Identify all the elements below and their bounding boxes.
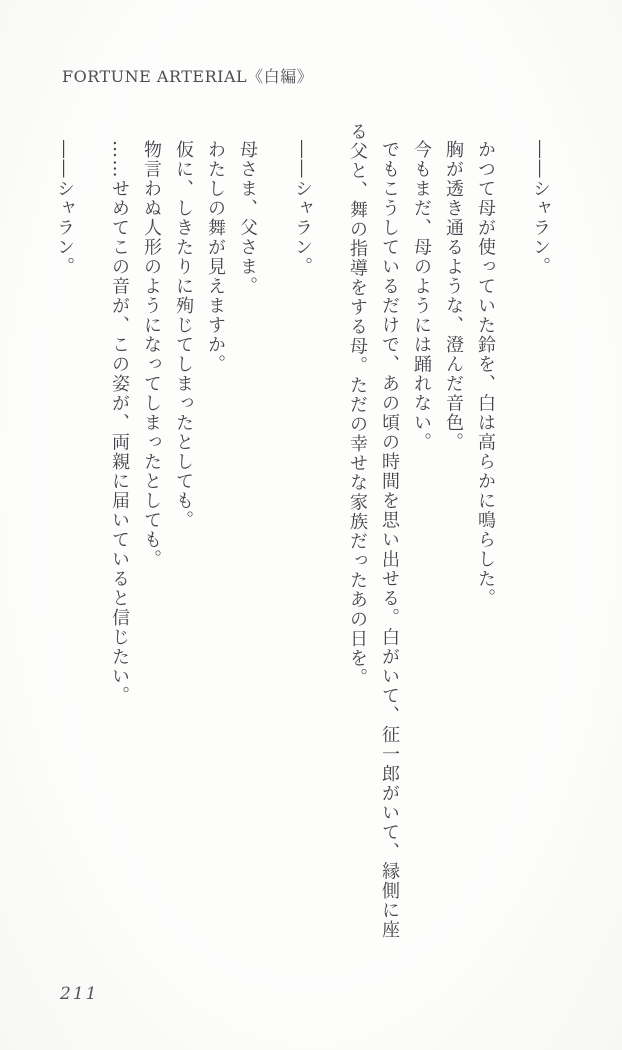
sound-effect-line: ――シャラン。 <box>54 140 75 277</box>
paragraph: 胸が透き通るような、澄んだ音色。 <box>443 140 464 452</box>
sound-effect-line: ――シャラン。 <box>530 140 551 277</box>
body-text <box>48 122 556 944</box>
paragraph: でもこうしているだけで、あの頃の時間を思い出せる。白がいて、征一郎がいて、縁側に座る父と、舞の指導をする母。ただの幸せな家族だったあの日を。 <box>347 122 400 940</box>
paragraph: 物言わぬ人形のようになってしまったとしても。 <box>141 140 162 569</box>
paragraph: 母さま、父さま。 <box>237 140 258 296</box>
paragraph: わたしの舞が見えますか。 <box>205 140 226 374</box>
paragraph: 今もまだ、母のようには踊れない。 <box>411 140 432 452</box>
paragraph: かつて母が使っていた鈴を、白は高らかに鳴らした。 <box>475 140 496 608</box>
paragraph: 仮に、しきたりに殉じてしまったとしても。 <box>173 140 194 530</box>
paragraph: ……せめてこの音が、この姿が、両親に届いていると信じたい。 <box>109 140 130 706</box>
page-number: 211 <box>60 984 99 1004</box>
running-header: FORTUNE ARTERIAL《白編》 <box>62 67 314 86</box>
sound-effect-line: ――シャラン。 <box>292 140 313 277</box>
